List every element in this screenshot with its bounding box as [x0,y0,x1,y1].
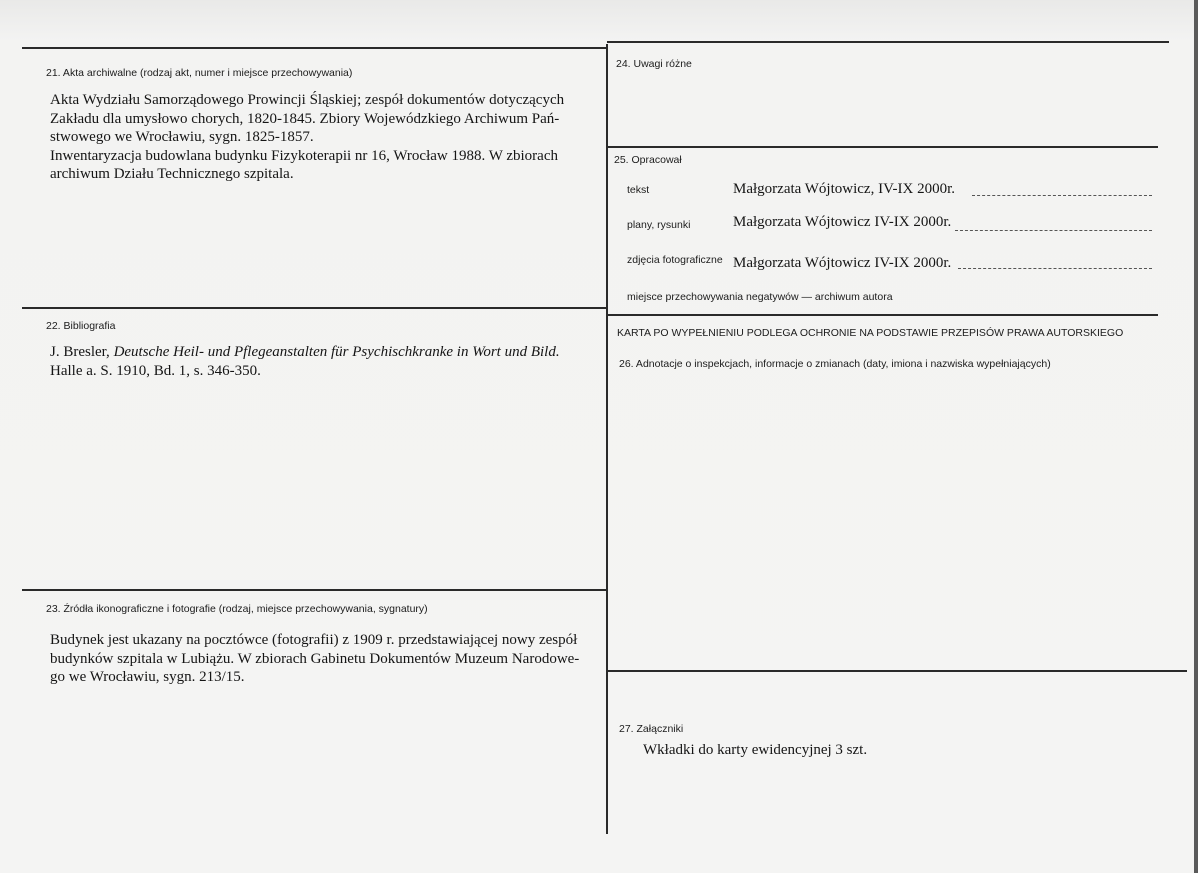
section-23-text [50,631,585,687]
rule-22-23 [22,589,607,591]
dotted-line [972,195,1152,196]
section-21-line: Inwentaryzacja budowlana budynku Fizykoterapii nr 16, Wrocław 1988. W zbiorach [50,147,558,164]
section-21-label: 21. Akta archiwalne (rodzaj akt, numer i miejsce przechowywania) [46,67,353,79]
section-21-text [50,91,585,184]
dotted-line [958,268,1152,269]
credit-label-plans: plany, rysunki [627,219,691,231]
credit-value-plans: Małgorzata Wójtowicz IV-IX 2000r. [733,214,952,230]
section-24-label: 24. Uwagi różne [616,58,692,70]
section-27-label: 27. Załączniki [619,723,684,735]
section-21-line: stwowego we Wrocławiu, sygn. 1825-1857. [50,129,314,145]
top-rule-left [22,47,607,49]
right-edge [1194,0,1198,873]
top-rule-right [607,41,1169,43]
credit-label-photos: zdjęcia fotograficzne [627,254,723,266]
section-23-line: budynków szpitala w Lubiążu. W zbiorach Gabinetu Dokumentów Muzeum Narodowe- [50,650,580,667]
credit-label-text: tekst [627,184,650,196]
section-26-label: 26. Adnotacje o inspekcjach, informacje o zmianach (daty, imiona i nazwiska wypełniających) [619,358,1051,370]
bibliography-author: J. Bresler, [50,344,114,360]
bibliography-entry [50,343,595,362]
rule-24-25 [607,146,1158,148]
section-25-label: 25. Opracował [614,154,682,166]
bibliography-publication: Halle a. S. 1910, Bd. 1, s. 346-350. [50,362,261,379]
credit-value-text: Małgorzata Wójtowicz, IV-IX 2000r. [733,181,956,197]
rule-25-26 [607,314,1158,316]
section-22-label: 22. Bibliografia [46,320,116,332]
copyright-notice: KARTA PO WYPEŁNIENIU PODLEGA OCHRONIE NA PODSTAWIE PRZEPISÓW PRAWA AUTORSKIEGO [617,327,1124,339]
credit-value-photos: Małgorzata Wójtowicz IV-IX 2000r. [733,255,952,271]
section-27-value: Wkładki do karty ewidencyjnej 3 szt. [643,742,868,758]
rule-21-22 [22,307,607,309]
bibliography-title: Deutsche Heil- und Pflegeanstalten für Psychischkranke in Wort und Bild. [113,344,560,360]
dotted-line [955,230,1152,231]
center-divider [606,44,608,834]
section-21-line: archiwum Działu Technicznego szpitala. [50,166,294,182]
section-23-label: 23. Źródła ikonograficzne i fotografie (rodzaj, miejsce przechowywania, sygnatury) [46,603,428,615]
section-23-line: go we Wrocławiu, sygn. 213/15. [50,669,245,685]
negatives-storage: miejsce przechowywania negatywów — archiwum autora [627,291,893,303]
section-22-text [50,343,595,380]
section-21-line: Akta Wydziału Samorządowego Prowincji Śląskiej; zespół dokumentów dotyczących [50,92,565,108]
rule-26-27 [607,670,1187,672]
section-21-line: Zakładu dla umysłowo chorych, 1820-1845. Zbiory Wojewódzkiego Archiwum Pań- [50,110,560,127]
section-23-line: Budynek jest ukazany na pocztówce (fotografii) z 1909 r. przedstawiającej nowy zespół [50,632,578,648]
